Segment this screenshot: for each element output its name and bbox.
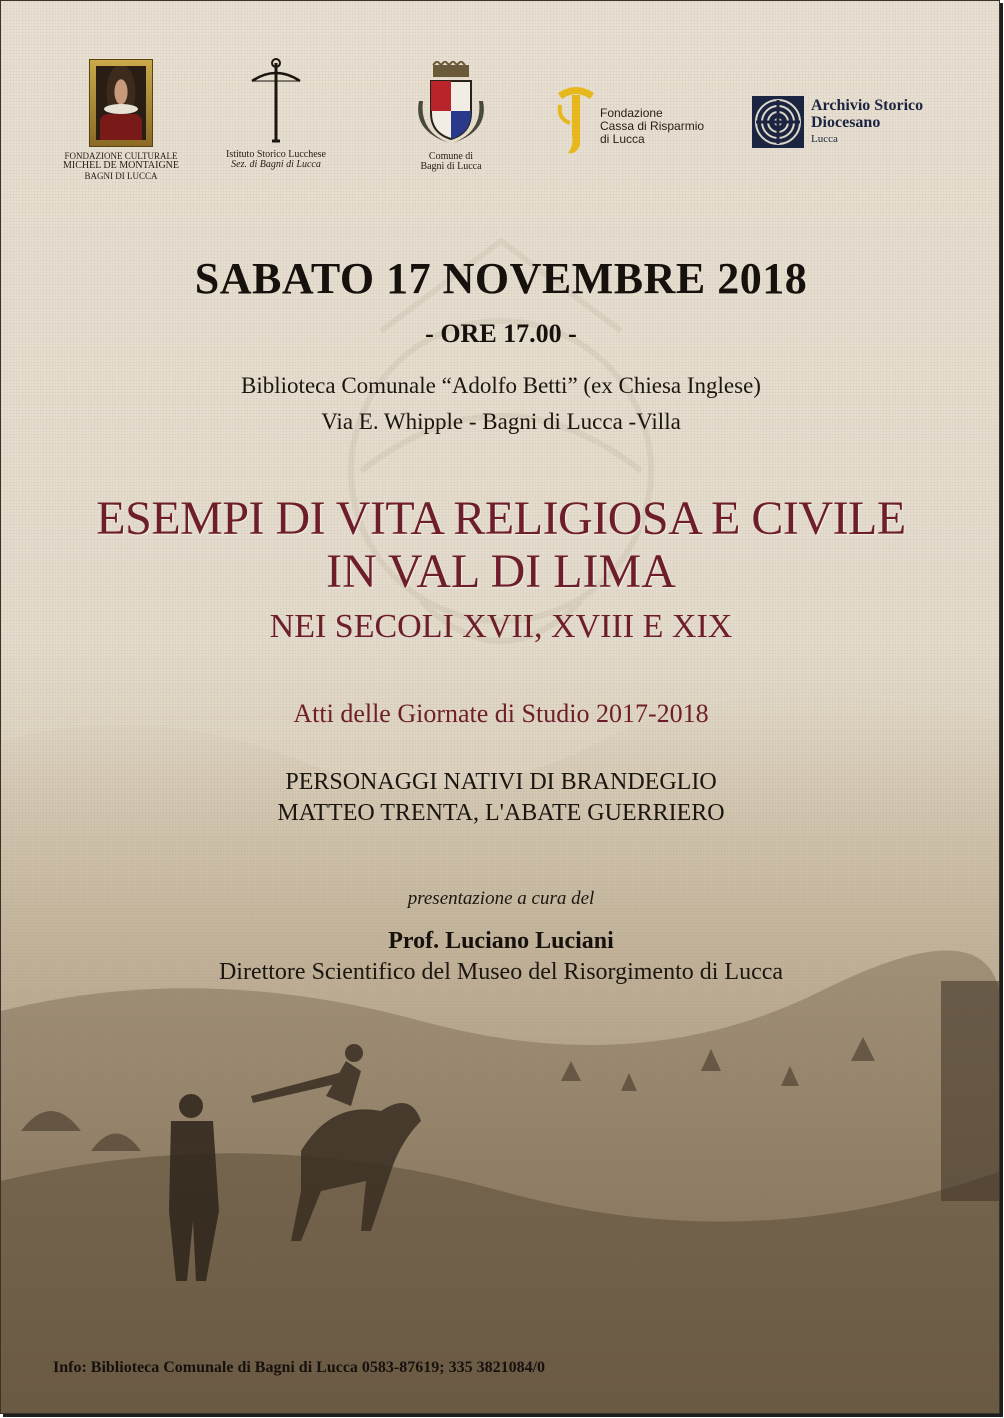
info-contact: Info: Biblioteca Comunale di Bagni di Lucca 0583-87619; 335 3821084/0 [53,1359,546,1376]
event-time: - ORE 17.00 - [425,319,577,348]
title-line-2: IN VAL DI LIMA [326,545,676,598]
crossbow-icon [246,57,306,145]
fondazione-caption-2: Cassa di Risparmio [600,119,705,133]
montaigne-caption-2: MICHEL DE MONTAIGNE [62,160,180,171]
logo-comune-bagni-di-lucca [401,61,501,172]
title-subtitle: NEI SECOLI XVII, XVIII E XIX [269,608,733,645]
comune-caption-2: Bagni di Lucca [420,161,482,172]
istituto-caption-2: Sez. di Bagni di Lucca [231,159,321,170]
proceedings-label: Atti delle Giornate di Studio 2017-2018 [293,699,709,728]
presentation-intro: presentazione a cura del [407,888,595,909]
venue-address: Via E. Whipple - Bagni di Lucca -Villa [321,409,681,434]
logo-fondazione-montaigne [61,59,181,181]
montaigne-caption-3: BAGNI DI LUCCA [84,171,158,181]
archivio-caption-1: Archivio Storico [811,97,924,114]
title-line-1: ESEMPI DI VITA RELIGIOSA E CIVILE [96,492,906,545]
topic-line-2: MATTEO TRENTA, L'ABATE GUERRIERO [277,800,725,826]
coat-of-arms-icon [409,61,493,147]
comune-caption-1: Comune di [428,151,474,162]
topic-line-1: PERSONAGGI NATIVI DI BRANDEGLIO [285,769,717,795]
speaker-name: Prof. Luciano Luciani [388,928,614,954]
fondazione-caption-1: Fondazione [600,106,663,120]
archivio-caption-3: Lucca [811,133,838,145]
speaker-role: Direttore Scientifico del Museo del Risorgimento di Lucca [218,959,784,985]
labyrinth-icon [751,95,805,149]
tau-cross-icon [554,79,598,157]
archivio-caption-2: Diocesano [811,114,881,131]
montaigne-caption-1: FONDAZIONE CULTURALE [64,151,178,161]
istituto-caption-1: Istituto Storico Lucchese [226,149,326,160]
venue-name: Biblioteca Comunale “Adolfo Betti” (ex Chiesa Inglese) [241,373,761,398]
logo-istituto-storico [201,57,351,170]
event-date: SABATO 17 NOVEMBRE 2018 [194,254,808,303]
montaigne-portrait-icon [89,59,153,147]
fondazione-caption-3: di Lucca [600,132,645,146]
